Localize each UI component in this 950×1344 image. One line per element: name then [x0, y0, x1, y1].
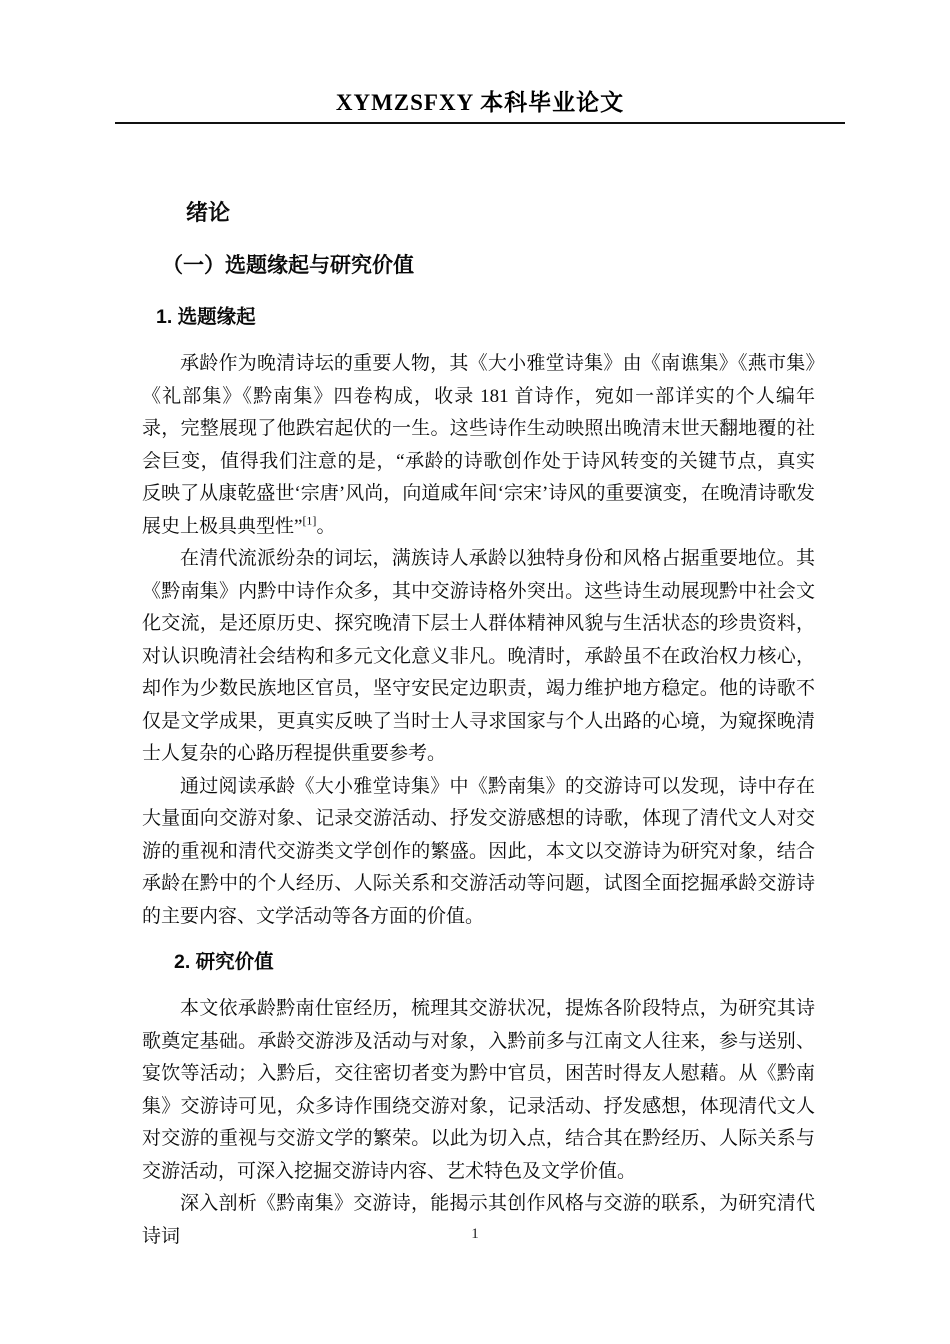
running-head-title: XYMZSFXY 本科毕业论文 [335, 90, 625, 115]
paragraph-3: 通过阅读承龄《大小雅堂诗集》中《黔南集》的交游诗可以发现，诗中存在大量面向交游对象、记录交游活动、抒发交游感想的诗歌，体现了清代文人对交游的重视和清代交游类文学创作的繁盛。因此，本文以交游诗为研究对象，结合承龄在黔中的个人经历、人际关系和交游活动等问题，试图全面挖掘承龄交游诗的主要内容、文学活动等各方面的价值。 [142, 775, 815, 927]
citation-ref-1: [1] [302, 513, 317, 528]
page-number: 1 [471, 1226, 479, 1242]
page-footer [0, 1226, 950, 1243]
paragraph-1-text: 承龄作为晚清诗坛的重要人物，其《大小雅堂诗集》由《南谯集》《燕市集》《礼部集》《黔南集》四卷构成，收录 181 首诗作，宛如一部详实的个人编年录，完整展现了他跌宕起伏的一生。这些诗作生动映照出晚清末世天翻地覆的社会巨变，值得我们注意的是，“承龄的诗歌创作处于诗风转变的关键节点，真实反映了从康乾盛世‘宗唐’风尚，向道咸年间‘宗宋’诗风的重要演变，在晚清诗歌发展史上极具典型性” [142, 353, 815, 537]
paragraph-4: 本文依承龄黔南仕宦经历，梳理其交游状况，提炼各阶段特点，为研究其诗歌奠定基础。承龄交游涉及活动与对象，入黔前多与江南文人往来，参与送别、宴饮等活动；入黔后，交往密切者变为黔中官员，困苦时得友人慰藉。从《黔南集》交游诗可见，众多诗作围绕交游对象，记录活动、抒发感想，体现清代文人对交游的重视与交游文学的繁荣。以此为切入点，结合其在黔经历、人际关系与交游活动，可深入挖掘交游诗内容、艺术特色及文学价值。 [142, 998, 815, 1182]
paragraph-5: 深入剖析《黔南集》交游诗，能揭示其创作风格与交游的联系，为研究清代诗词 [142, 1193, 815, 1247]
paragraph-2: 在清代流派纷杂的词坛，满族诗人承龄以独特身份和风格占据重要地位。其《黔南集》内黔中诗作众多，其中交游诗格外突出。这些诗生动展现黔中社会文化交流，是还原历史、探究晚清下层士人群体精神风貌与生活状态的珍贵资料，对认识晚清社会结构和多元文化意义非凡。晚清时，承龄虽不在政治权力核心，却作为少数民族地区官员，坚守安民定边职责，竭力维护地方稳定。他的诗歌不仅是文学成果，更真实反映了当时士人寻求国家与个人出路的心境，为窥探晚清士人复杂的心路历程提供重要参考。 [142, 548, 815, 764]
chapter-title: 绪论 [186, 200, 231, 225]
page-header [115, 0, 845, 124]
subsection-title-topic-origin: 1. 选题缘起 [156, 306, 256, 328]
subsection-title-research-value: 2. 研究价值 [174, 951, 274, 973]
section-title: （一）选题缘起与研究价值 [162, 254, 414, 277]
page-body [142, 198, 815, 1253]
paragraph-1-end: 。 [316, 515, 336, 537]
paragraph-1 [142, 348, 815, 543]
